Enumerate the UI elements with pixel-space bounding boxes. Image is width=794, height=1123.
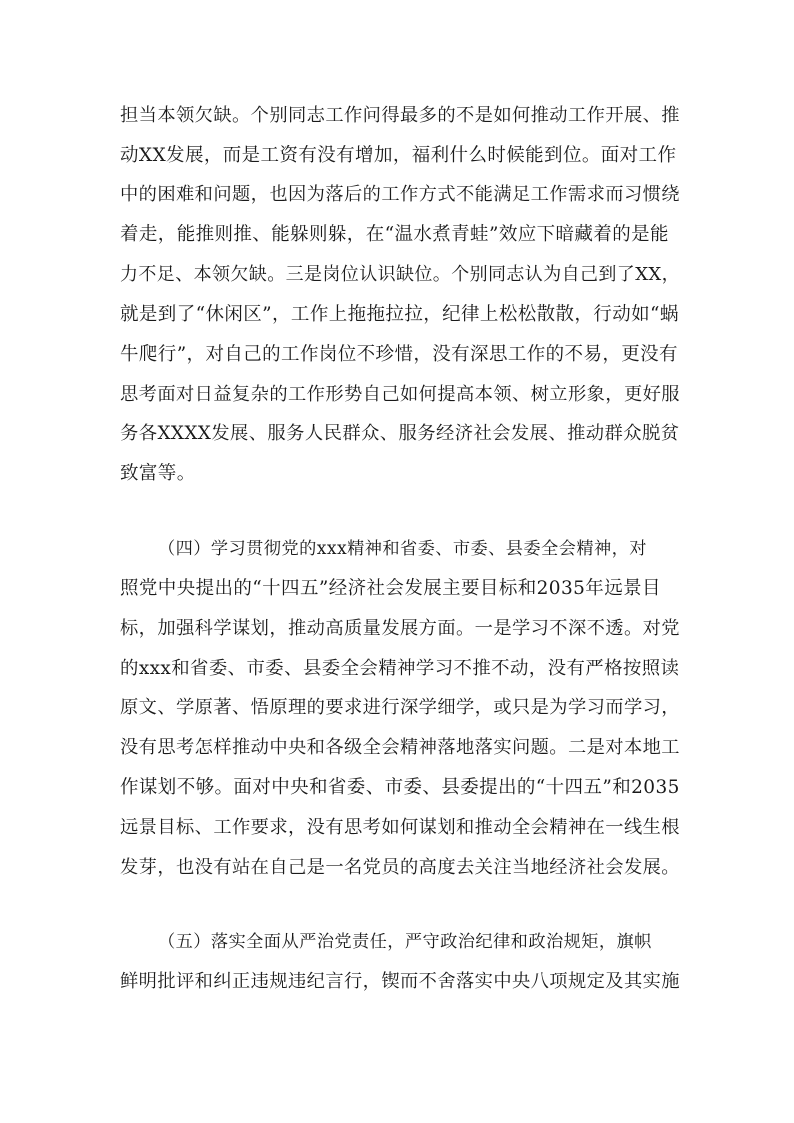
text-line: 标，加强科学谋划，推动高质量发展方面。一是学习不深不透。对党 xyxy=(120,618,680,639)
section-heading-line: （五）落实全面从严治党责任，严守政治纪律和政治规矩，旗帜 xyxy=(158,932,652,952)
text-line: 着走，能推则推、能躲则躲，在“温水煮青蛙”效应下暗藏着的是能 xyxy=(120,224,669,245)
text-line: 思考面对日益复杂的工作形势自己如何提高本领、树立形象，更好服 xyxy=(120,384,680,405)
text-line: 发芽，也没有站在自己是一名党员的高度去关注当地经济社会发展。 xyxy=(120,857,680,878)
text-line: 担当本领欠缺。个别同志工作问得最多的不是如何推动工作开展、推 xyxy=(120,105,680,126)
text-line: 原文、学原著、悟原理的要求进行深学细学，或只是为学习而学习， xyxy=(120,697,680,718)
text-line: 就是到了“休闲区”，工作上拖拖拉拉，纪律上松松散散，行动如“蜗 xyxy=(120,304,679,325)
text-line: 远景目标、工作要求，没有思考如何谋划和推动全会精神在一线生根 xyxy=(120,817,680,838)
text-line: 动XX发展，而是工资有没有增加，福利什么时候能到位。面对工作 xyxy=(120,145,677,166)
text-line: 没有思考怎样推动中央和各级全会精神落地落实问题。二是对本地工 xyxy=(120,737,680,758)
text-line: 牛爬行”，对自己的工作岗位不珍惜，没有深思工作的不易，更没有 xyxy=(120,344,678,365)
text-line: 的xxx和省委、市委、县委全会精神学习不推不动，没有严格按照读 xyxy=(120,658,680,679)
text-line: 力不足、本领欠缺。三是岗位认识缺位。个别同志认为自己到了XX， xyxy=(120,264,681,285)
text-line: 务各XXXX发展、服务人民群众、服务经济社会发展、推动群众脱贫 xyxy=(120,423,680,444)
text-line: 作谋划不够。面对中央和省委、市委、县委提出的“十四五”和2035 xyxy=(120,777,680,798)
text-line: 致富等。 xyxy=(120,463,196,484)
section-heading-line: （四）学习贯彻党的xxx精神和省委、市委、县委全会精神，对 xyxy=(158,539,647,559)
text-line: 照党中央提出的“十四五”经济社会发展主要目标和2035年远景目 xyxy=(120,578,661,599)
text-line: 鲜明批评和纠正违规违纪言行，锲而不舍落实中央八项规定及其实施 xyxy=(120,971,680,992)
text-line: 中的困难和问题，也因为落后的工作方式不能满足工作需求而习惯绕 xyxy=(120,184,680,205)
